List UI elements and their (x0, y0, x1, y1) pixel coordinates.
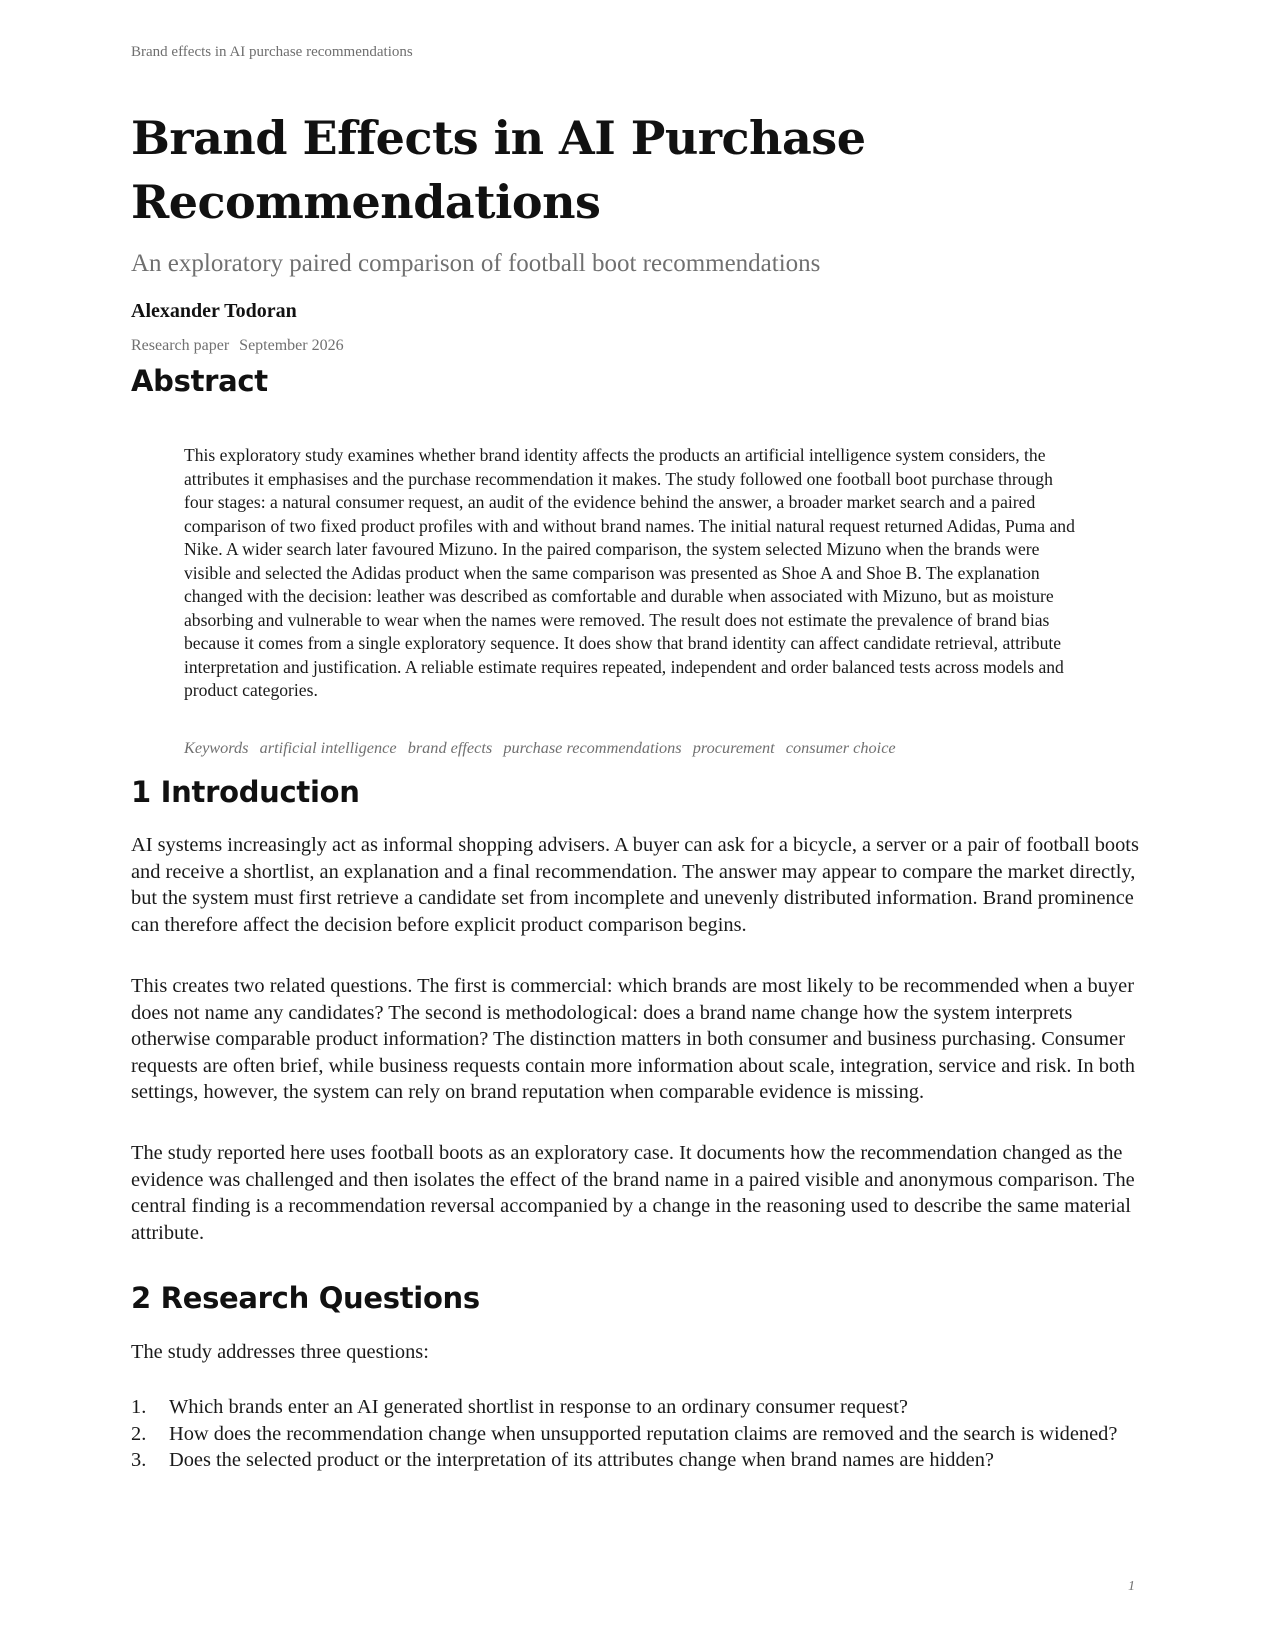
keyword: purchase recommendations (503, 738, 682, 757)
list-item-text: Does the selected product or the interpretation of its attributes change when brand names are hidden? (169, 1449, 994, 1471)
research-questions-intro: The study addresses three questions: (131, 1341, 429, 1363)
list-item (131, 1447, 1141, 1474)
list-item-number: 3. (131, 1449, 147, 1471)
keyword: consumer choice (785, 738, 896, 757)
paper-date: September 2026 (239, 337, 344, 354)
paper-meta (131, 337, 344, 355)
paper-title: Brand Effects in AI Purchase Recommendations (131, 111, 866, 229)
keywords-line (184, 738, 903, 758)
keyword: procurement (692, 738, 775, 757)
keyword: artificial intelligence (259, 738, 397, 757)
list-item (131, 1394, 1141, 1421)
paper-type: Research paper (131, 337, 230, 354)
list-item-number: 1. (131, 1396, 147, 1418)
running-head: Brand effects in AI purchase recommendations (131, 44, 413, 60)
research-questions-heading: 2 Research Questions (131, 1281, 480, 1315)
research-questions-list (131, 1394, 1141, 1474)
abstract-heading: Abstract (131, 364, 268, 398)
list-item (131, 1421, 1141, 1448)
list-item-text: How does the recommendation change when unsupported reputation claims are removed and the search is widened? (169, 1422, 1118, 1445)
author-name: Alexander Todoran (131, 300, 297, 322)
paper-subtitle: An exploratory paired comparison of football boot recommendations (131, 250, 821, 277)
introduction-heading: 1 Introduction (131, 775, 360, 809)
list-item-text: Which brands enter an AI generated shortlist in response to an ordinary consumer request? (169, 1396, 908, 1418)
introduction-paragraph-1: AI systems increasingly act as informal shopping advisers. A buyer can ask for a bicycle, a server or a pair of football boots and receive a shortlist, an explanation and a final recommendation. The answer may appear to compare the market directly, but the system must first retrieve a candidate set from incomplete and unevenly distributed information. Brand prominence can therefore affect the decision before explicit product comparison begins. (131, 834, 1139, 936)
list-item-number: 2. (131, 1422, 147, 1445)
introduction-paragraph-3: The study reported here uses football boots as an exploratory case. It documents how the recommendation changed as the evidence was challenged and then isolates the effect of the brand name in a paired visible and anonymous comparison. The central finding is a recommendation reversal accompanied by a change in the reasoning used to describe the same material attribute. (131, 1142, 1135, 1244)
introduction-paragraph-2: This creates two related questions. The first is commercial: which brands are most likely to be recommended when a buyer does not name any candidates? The second is methodological: does a brand name change how the system interprets otherwise comparable product information? The distinction matters in both consumer and business purchasing. Consumer requests are often brief, while business requests contain more information about scale, integration, service and risk. In both settings, however, the system can rely on brand reputation when comparable evidence is missing. (131, 975, 1135, 1103)
keyword: brand effects (407, 738, 493, 757)
abstract-text: This exploratory study examines whether brand identity affects the products an artificial intelligence system considers, the attributes it emphasises and the purchase recommendation it makes. The study followed one football boot purchase through four stages: a natural consumer request, an audit of the evidence behind the answer, a broader market search and a paired comparison of two fixed product profiles with and without brand names. The initial natural request returned Adidas, Puma and Nike. A wider search later favoured Mizuno. In the paired comparison, the system selected Mizuno when the brands were visible and selected the Adidas product when the same comparison was presented as Shoe A and Shoe B. The explanation changed with the decision: leather was described as comfortable and durable when associated with Mizuno, but as moisture absorbing and vulnerable to wear when the names were removed. The result does not estimate the prevalence of brand bias because it comes from a single exploratory sequence. It does show that brand identity can affect candidate retrieval, attribute interpretation and justification. A reliable estimate requires repeated, independent and order balanced tests across models and product categories. (184, 445, 1075, 700)
keywords-label: Keywords (184, 738, 249, 757)
page-number: 1 (1128, 1579, 1135, 1594)
